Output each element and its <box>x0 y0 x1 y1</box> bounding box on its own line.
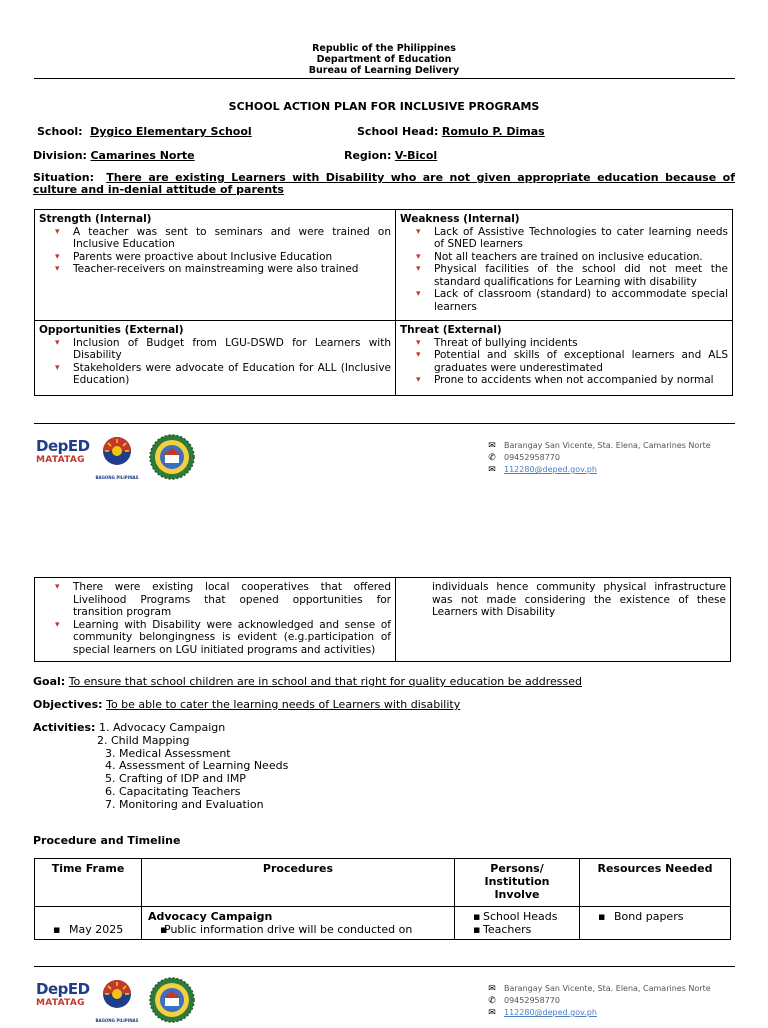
opportunities-title: Opportunities (External) <box>39 324 184 336</box>
weakness-cell <box>396 210 733 321</box>
opportunities-list-continued <box>39 581 391 656</box>
header-republic: Republic of the Philippines <box>312 43 456 54</box>
contact-block <box>486 440 711 476</box>
list-item: ▾ Threat of bullying incidents <box>410 337 728 350</box>
procedure-heading: Procedure and Timeline <box>33 834 181 847</box>
division-label: Division: <box>33 149 87 162</box>
col-resources: Resources Needed <box>580 859 731 907</box>
list-item: ▾ Learning with Disability were acknowledged and sense of community belongingness is evident (e.g.participation of special learners on LGU initiated programs and activities) <box>49 619 391 657</box>
activity-item: 2. Child Mapping <box>97 733 190 747</box>
row1-persons <box>455 907 580 940</box>
school-field <box>37 125 252 138</box>
activity-item: 1. Advocacy Campaign <box>98 721 226 734</box>
contact-email[interactable]: 112280@deped.gov.ph <box>504 1008 597 1017</box>
goal <box>33 675 582 688</box>
weakness-list <box>400 226 728 314</box>
list-item: ▾ Parents were proactive about Inclusive Education <box>49 251 391 264</box>
contact-address: Barangay San Vicente, Sta. Elena, Camarines Norte <box>504 984 711 993</box>
contact-address: Barangay San Vicente, Sta. Elena, Camarines Norte <box>504 441 711 450</box>
school-head-value: Romulo P. Dimas <box>441 125 545 138</box>
list-item: ▾ A teacher was sent to seminars and were trained on Inclusive Education <box>49 226 391 251</box>
row1-procedure-list <box>148 923 448 936</box>
weakness-title: Weakness (Internal) <box>400 213 520 225</box>
header-rule <box>34 78 735 79</box>
row1-time <box>35 907 142 940</box>
list-item: ▾ There were existing local cooperatives that offered Livelihood Programs that opened opportunities for transition program <box>49 581 391 619</box>
address-icon: ✉ <box>488 441 496 451</box>
deped-logo-text: DepED <box>36 437 90 455</box>
list-item: ▪ May 2025 <box>41 923 135 936</box>
deped-matatag-logo <box>36 980 90 1020</box>
opportunities-cell-continued <box>35 578 396 662</box>
contact-phone: 09452958770 <box>504 996 560 1005</box>
activity-item: 4. Assessment of Learning Needs <box>105 759 289 773</box>
region-value: V-Bicol <box>394 149 438 162</box>
footer-rule <box>34 423 735 424</box>
school-label: School: <box>37 125 83 138</box>
opportunities-list <box>39 337 391 387</box>
list-item: ▪ Teachers <box>461 923 573 936</box>
opportunities-cell <box>35 321 396 396</box>
school-seal-icon <box>148 976 196 1024</box>
activities-label: Activities: <box>33 721 96 734</box>
region-label: Region: <box>344 149 392 162</box>
row1-resources <box>580 907 731 940</box>
list-item: ▾ Lack of Assistive Technologies to cater learning needs of SNED learners <box>410 226 728 251</box>
division-value: Camarines Norte <box>90 149 195 162</box>
row1-persons-list <box>461 910 573 936</box>
strength-title: Strength (Internal) <box>39 213 152 225</box>
list-item: ▾ Not all teachers are trained on inclusive education. <box>410 251 728 264</box>
col-procedures: Procedures <box>142 859 455 907</box>
school-value: Dygico Elementary School <box>90 125 252 138</box>
activity-item: 5. Crafting of IDP and IMP <box>105 772 246 786</box>
threat-cell <box>396 321 733 396</box>
strength-cell <box>35 210 396 321</box>
list-item: ▪ Public information drive will be conducted on <box>148 923 448 936</box>
list-item: ▪ Bond papers <box>586 910 724 923</box>
objectives-text: To be able to cater the learning needs of Learners with disability <box>106 698 461 711</box>
matatag-logo-text: MATATAG <box>36 998 85 1008</box>
school-seal-icon <box>148 433 196 481</box>
list-item: ▾ Lack of classroom (standard) to accommodate special learners <box>410 288 728 313</box>
strength-list <box>39 226 391 276</box>
matatag-logo-text: MATATAG <box>36 455 85 465</box>
threat-cell-continued <box>396 578 731 662</box>
bagong-pilipinas-logo <box>94 433 140 479</box>
school-head-field <box>357 125 545 138</box>
goal-label: Goal: <box>33 675 66 688</box>
contact-block <box>486 983 711 1019</box>
activities <box>33 722 288 812</box>
email-icon: ✉ <box>488 1008 496 1018</box>
phone-icon: ✆ <box>488 453 496 463</box>
objectives <box>33 698 460 711</box>
col-time-frame: Time Frame <box>35 859 142 907</box>
deped-matatag-logo <box>36 437 90 477</box>
procedure-table <box>34 858 731 940</box>
situation <box>33 172 735 196</box>
footer-logos <box>36 976 206 1026</box>
deped-logo-text: DepED <box>36 980 90 998</box>
address-icon: ✉ <box>488 984 496 994</box>
list-item: ▾ Prone to accidents when not accompanied by normal <box>410 374 728 387</box>
objectives-label: Objectives: <box>33 698 103 711</box>
list-item: ▾ Stakeholders were advocate of Education for ALL (Inclusive Education) <box>49 362 391 387</box>
goal-text: To ensure that school children are in school and that right for quality education be addressed <box>68 675 582 688</box>
bagong-pilipinas-text: BAGONG PILIPINAS <box>95 475 139 480</box>
list-item: ▾ Inclusion of Budget from LGU-DSWD for Learners with Disability <box>49 337 391 362</box>
footer-logos <box>36 433 206 483</box>
page-title: SCHOOL ACTION PLAN FOR INCLUSIVE PROGRAMS <box>228 100 540 113</box>
list-item: ▾ Physical facilities of the school did not meet the standard qualifications for Learning with disability <box>410 263 728 288</box>
threat-title: Threat (External) <box>400 324 502 336</box>
activity-item: 3. Medical Assessment <box>105 746 231 760</box>
list-item: ▾ Potential and skills of exceptional learners and ALS graduates were underestimated <box>410 349 728 374</box>
header-bureau: Bureau of Learning Delivery <box>308 65 460 76</box>
activity-item: 6. Capacitating Teachers <box>105 784 241 798</box>
threat-list <box>400 337 728 387</box>
bagong-pilipinas-logo <box>94 976 140 1022</box>
threat-continuation: individuals hence community physical infrastructure was not made considering the existence of these Learners with Disability <box>432 581 726 618</box>
row1-resources-list <box>586 910 724 923</box>
footer-rule <box>34 966 735 967</box>
list-item: ▪ School Heads <box>461 910 573 923</box>
contact-phone: 09452958770 <box>504 453 560 462</box>
email-icon: ✉ <box>488 465 496 475</box>
list-item: ▾ Teacher-receivers on mainstreaming were also trained <box>49 263 391 276</box>
row1-procedure-title: Advocacy Campaign <box>148 910 273 923</box>
phone-icon: ✆ <box>488 996 496 1006</box>
col-persons: Persons/ Institution Involve <box>455 859 580 907</box>
region-field <box>344 149 437 162</box>
swot-table <box>34 209 733 396</box>
row1-procedure <box>142 907 455 940</box>
school-head-label: School Head: <box>357 125 439 138</box>
swot-table-continued <box>34 577 731 662</box>
division-field <box>33 149 195 162</box>
contact-email[interactable]: 112280@deped.gov.ph <box>504 465 597 474</box>
activity-item: 7. Monitoring and Evaluation <box>105 797 264 811</box>
situation-text: There are existing Learners with Disability who are not given appropriate education because of culture and in-denial attitude of parents <box>33 171 736 196</box>
header-department: Department of Education <box>316 54 452 65</box>
situation-label: Situation: <box>33 171 95 184</box>
time-list <box>41 923 135 936</box>
bagong-pilipinas-text: BAGONG PILIPINAS <box>95 1018 139 1023</box>
